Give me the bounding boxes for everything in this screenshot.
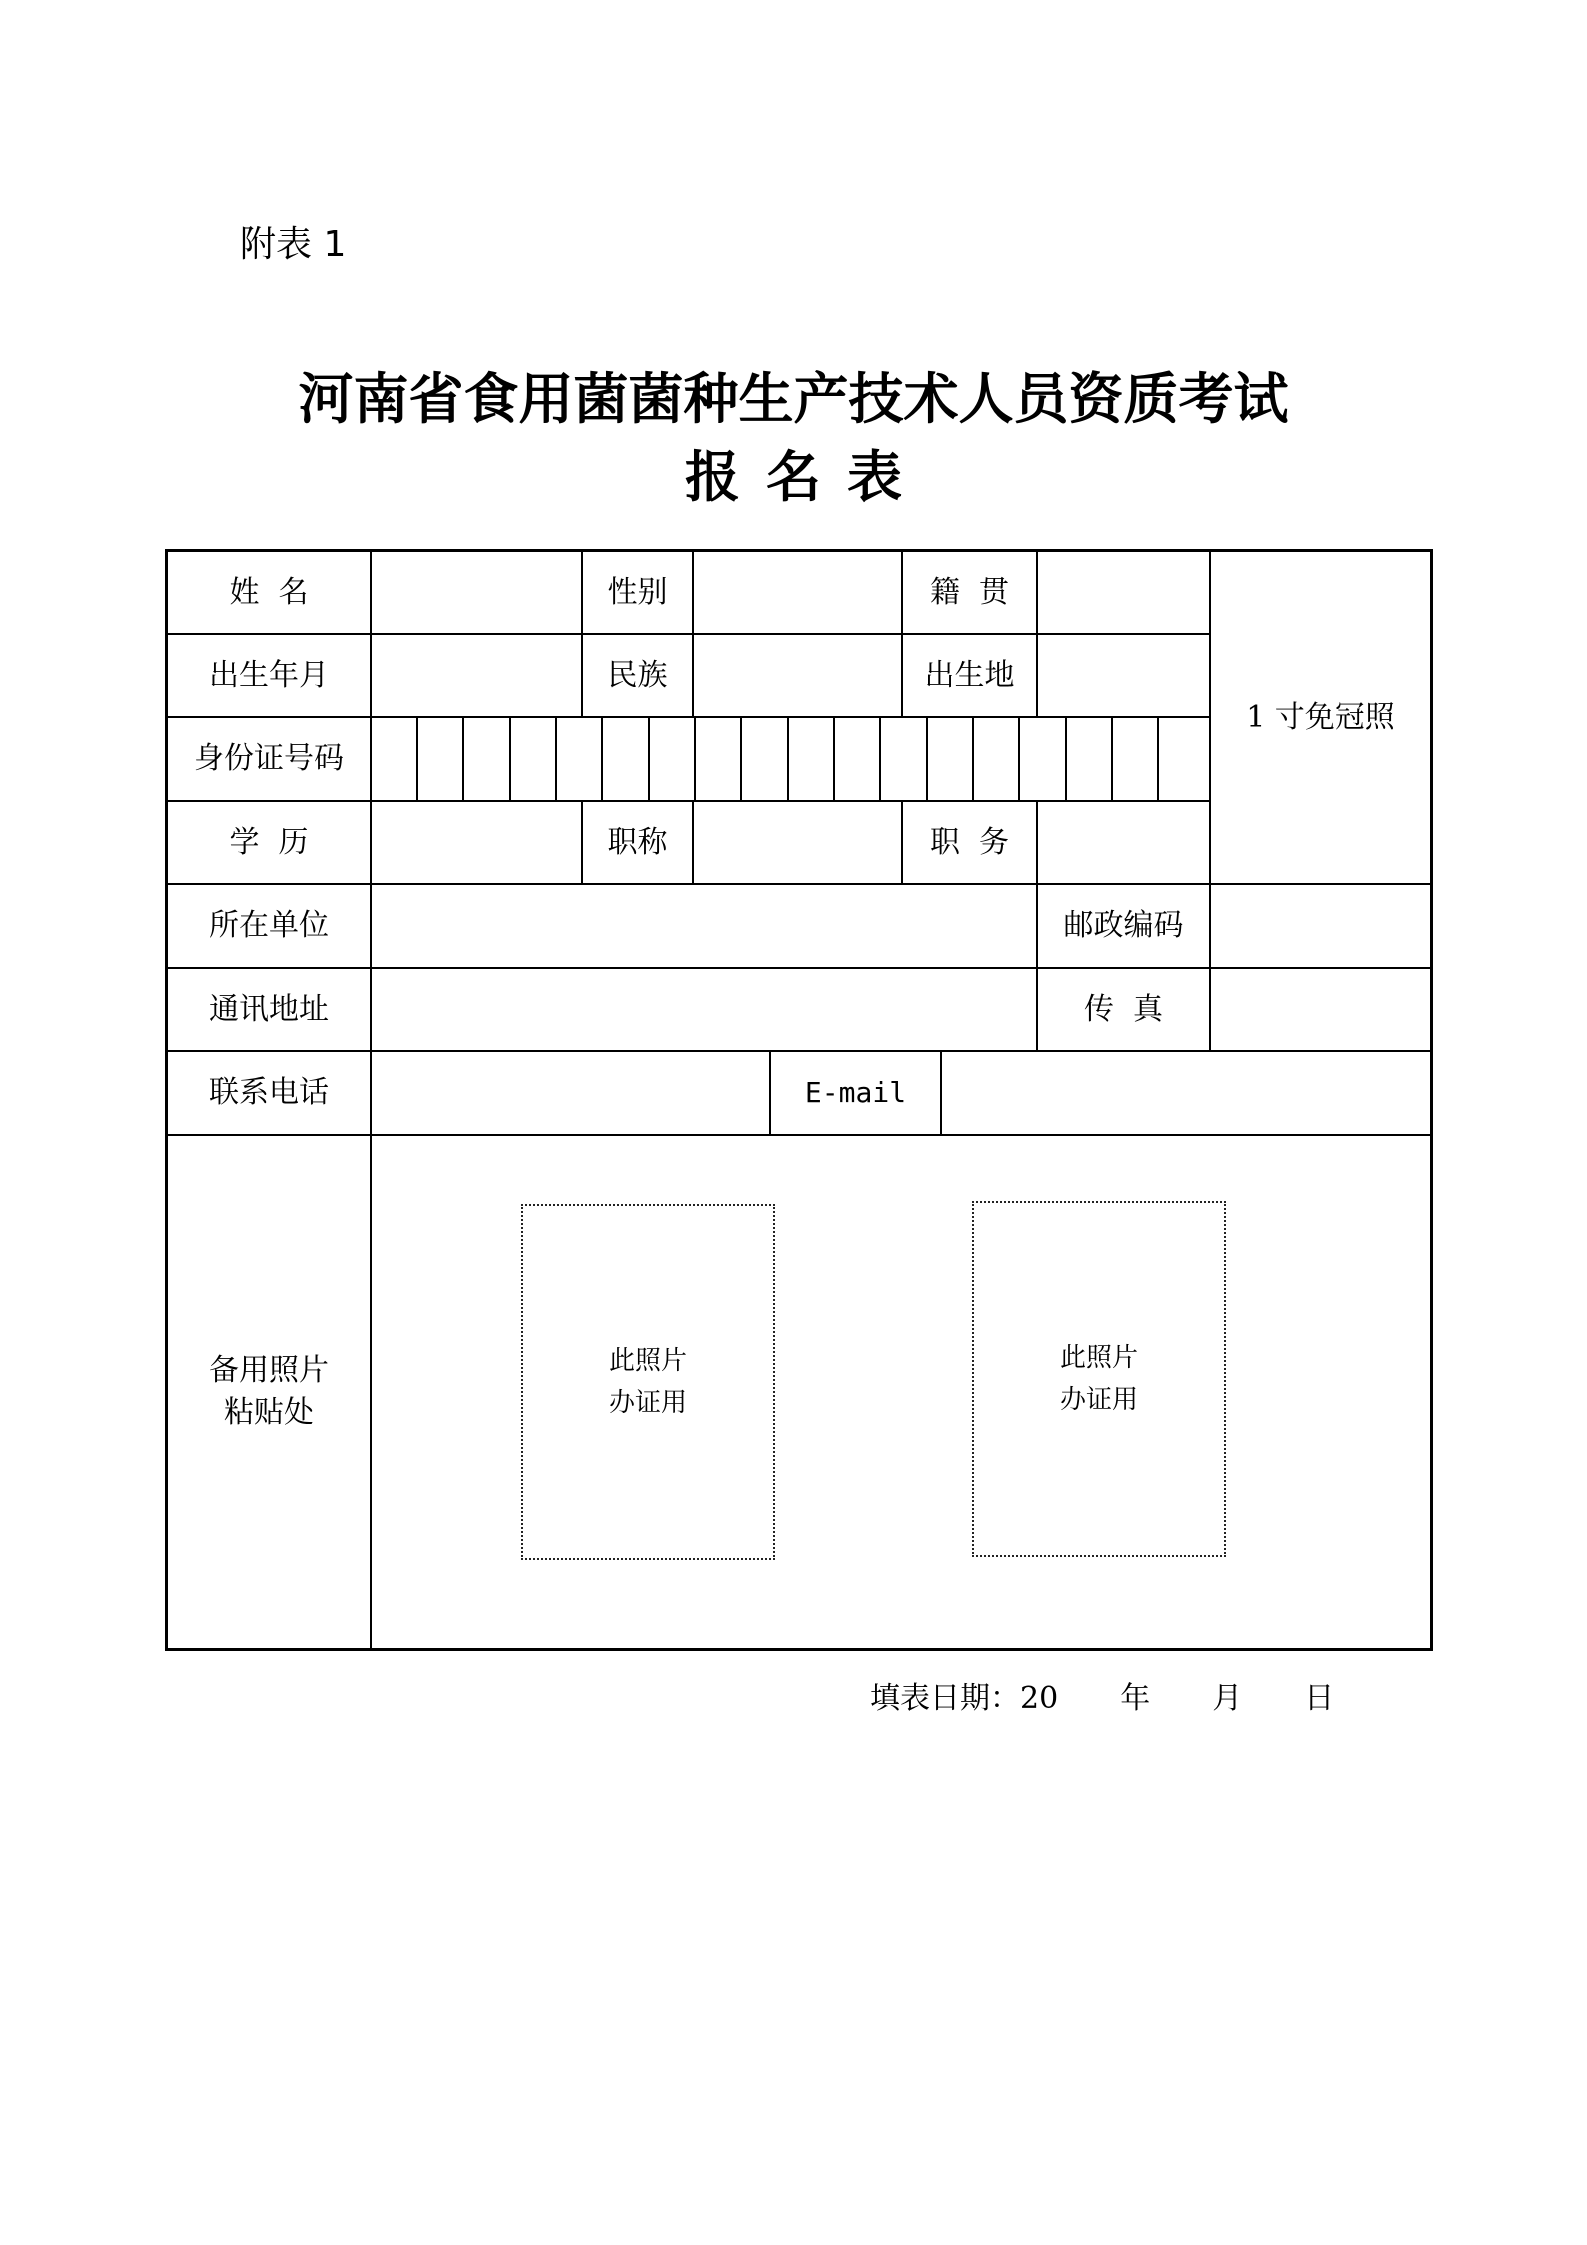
id-number-digit-boxes[interactable] (372, 718, 1209, 800)
email-label: E-mail (804, 1076, 907, 1109)
name-label: 姓 名 (229, 574, 309, 610)
phone-field[interactable] (372, 1052, 769, 1134)
gender-field[interactable] (694, 552, 901, 633)
photo-area[interactable] (1211, 552, 1430, 883)
birth-date-field[interactable] (372, 635, 581, 716)
birthplace-label: 出生地 (924, 657, 1015, 693)
ethnicity-label: 民族 (607, 657, 668, 693)
fill-date-year: 年 (1120, 1681, 1151, 1716)
postcode-field[interactable] (1211, 885, 1430, 967)
title-rank-field[interactable] (694, 802, 901, 883)
appendix-label: 附表 1 (240, 224, 347, 265)
form-title: 河南省食用菌菌种生产技术人员资质考试 (298, 367, 1289, 431)
address-field[interactable] (372, 969, 1036, 1050)
position-label: 职 务 (929, 824, 1010, 860)
form-subtitle: 报名表 (684, 445, 928, 509)
email-field[interactable] (942, 1052, 1430, 1134)
birth-date-label: 出生年月 (209, 657, 329, 693)
birthplace-field[interactable] (1038, 635, 1209, 716)
photo-paste-box-1[interactable]: 此照片 办证用 (521, 1204, 775, 1560)
employer-field[interactable] (372, 885, 1036, 967)
name-field[interactable] (372, 552, 581, 633)
ethnicity-field[interactable] (694, 635, 901, 716)
fill-date-line (870, 1673, 1334, 1717)
title-rank-label: 职称 (607, 824, 668, 860)
postcode-label: 邮政编码 (1063, 908, 1184, 943)
fax-label: 传 真 (1083, 991, 1164, 1027)
photo-label: 1 寸免冠照 (1246, 699, 1395, 735)
photo-paste-box-2[interactable]: 此照片 办证用 (972, 1201, 1226, 1557)
gender-label: 性别 (607, 574, 668, 610)
education-field[interactable] (372, 802, 581, 883)
position-field[interactable] (1038, 802, 1209, 883)
fill-date-month: 月 (1212, 1681, 1243, 1716)
fill-date-day: 日 (1304, 1681, 1335, 1716)
id-number-label: 身份证号码 (194, 741, 344, 776)
employer-label: 所在单位 (209, 908, 329, 943)
address-label: 通讯地址 (209, 991, 329, 1027)
native-place-label: 籍 贯 (929, 574, 1010, 610)
phone-label: 联系电话 (209, 1075, 329, 1110)
fax-field[interactable] (1211, 969, 1430, 1050)
native-place-field[interactable] (1038, 552, 1209, 633)
fill-date-label: 填表日期：20 (870, 1681, 1059, 1716)
education-label: 学 历 (229, 824, 309, 860)
registration-form-table (165, 549, 1433, 1651)
spare-photo-label: 备用照片 粘贴处 (209, 1353, 329, 1430)
